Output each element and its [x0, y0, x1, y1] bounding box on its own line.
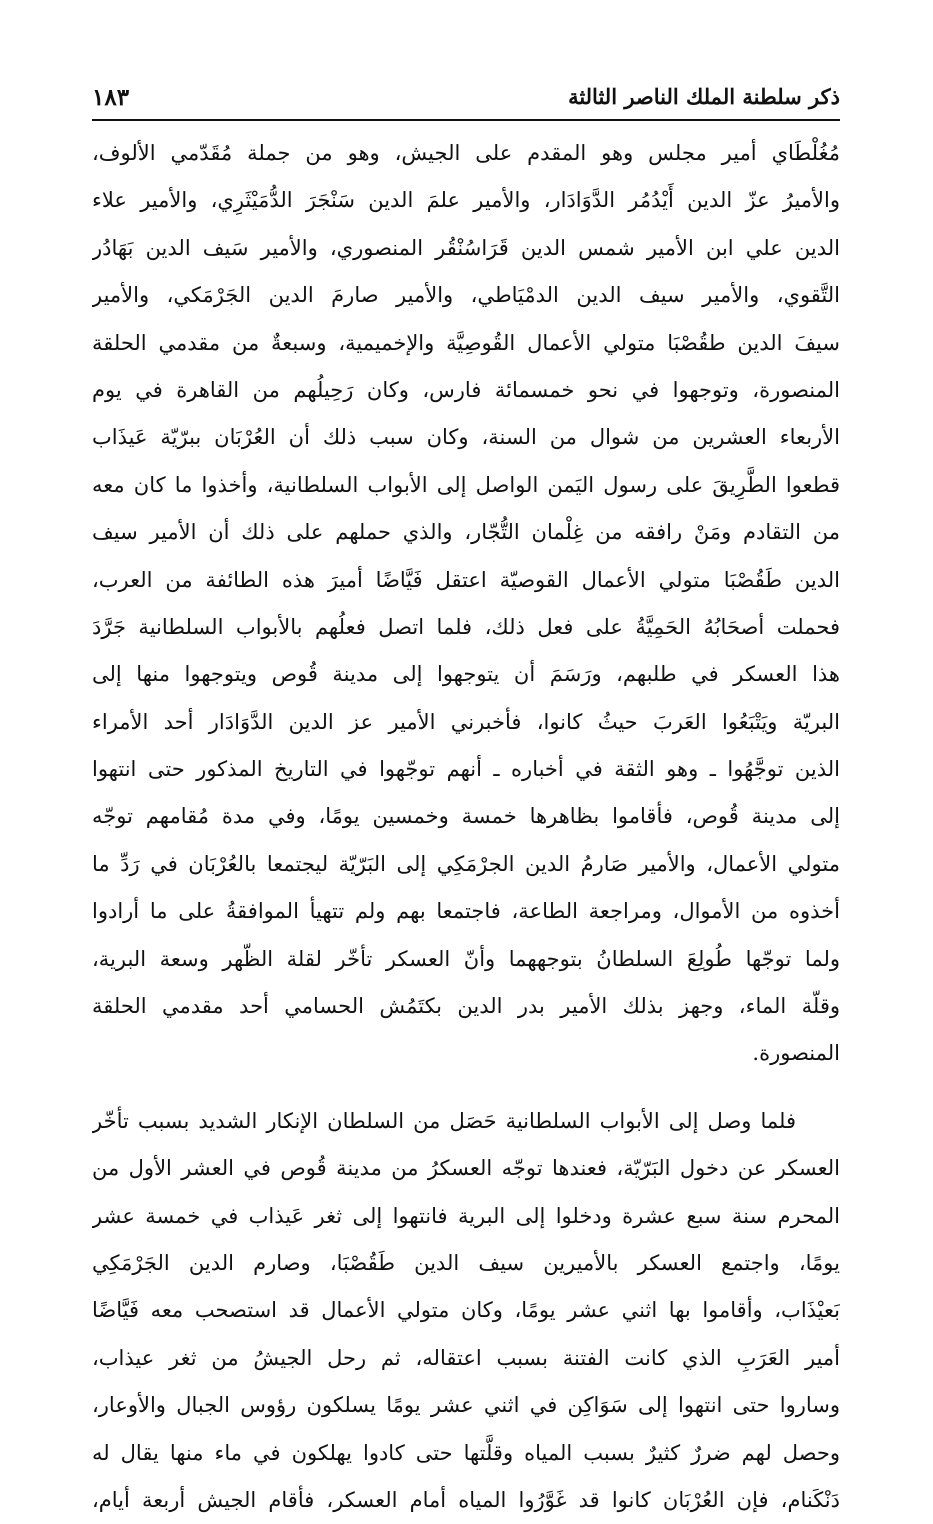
text-line: سيفَ الدين طقُصْبَا متولي الأعمال القُوصِيَّة والإخميمية، وسبعةٌ من مقدمي الحلقة	[92, 330, 840, 355]
header-rule	[92, 119, 840, 121]
text-line: أمير العَرَبِ الذي كانت الفتنة بسبب اعتقاله، ثم رحل الجيشُ من ثغر عيذاب،	[92, 1345, 840, 1370]
text-line: المنصورة.	[752, 1041, 840, 1066]
text-line: متولي الأعمال، والأمير صَارمُ الدين الجرْمَكِي إلى البَرّيّة ليجتمعا بالعُرْبَان في رَدِّ ما	[92, 851, 840, 876]
text-line: ولما توجّها طُولِعَ السلطانُ بتوجههما وأنّ العسكر تأخّر لقلة الظّهر وسعة البرية،	[92, 946, 840, 971]
text-line: المنصورة، وتوجهوا في نحو خمسمائة فارس، وكان رَحِيلُهم من القاهرة في يوم	[92, 377, 840, 402]
text-line: العسكر عن دخول البَرّيّة، فعندها توجّه العسكرُ من مدينة قُوص في العشر الأول من	[92, 1156, 840, 1181]
body-text	[92, 130, 840, 1524]
text-line: وقلّة الماء، وجهز بذلك الأمير بدر الدين بكتَمُش الحسامي أحد مقدمي الحلقة	[92, 994, 840, 1019]
text-line: الدين طَقُصْبَا متولي الأعمال القوصيّة اعتقل فَيَّاضًا أميرَ هذه الطائفة من العرب،	[92, 567, 840, 592]
text-line: هذا العسكر في طلبهم، ورَسَمَ أن يتوجهوا إلى مدينة قُوص ويتوجهوا منها إلى	[92, 662, 840, 687]
text-line: الدين علي ابن الأمير شمس الدين قَرَاسُنْقُر المنصوري، والأمير سَيف الدين بَهَادُر	[92, 235, 840, 260]
text-line: الأربعاء العشرين من شوال من السنة، وكان سبب ذلك أن العُرْبَان ببرّيّة عَيذَاب	[92, 425, 840, 450]
page-header	[92, 80, 840, 114]
text-line: المحرم سنة سبع عشرة ودخلوا إلى البرية فانتهوا إلى ثغر عَيذاب في خمسة عشر	[92, 1203, 840, 1228]
paragraph	[92, 1098, 840, 1524]
paragraph	[92, 130, 840, 1078]
text-line: أخذوه من الأموال، ومراجعة الطاعة، فاجتمعا بهم ولم تتهيأ الموافقةُ على ما أرادوا	[92, 899, 840, 924]
text-line: وساروا حتى انتهوا إلى سَوَاكِن في اثني عشر يومًا يسلكون رؤوس الجبال والأوعار،	[92, 1393, 840, 1418]
text-line: فحملت أصحَابُهُ الحَمِيَّةُ على فعل ذلك، فلما اتصل فعلُهم بالأبواب السلطانية جَرَّدَ	[92, 614, 840, 639]
text-line: إلى مدينة قُوص، فأقاموا بظاهرها خمسة وخمسين يومًا، وفي مدة مُقامهم توجّه	[92, 804, 840, 829]
text-line: بَعيْذَاب، وأقاموا بها اثني عشر يومًا، وكان متولي الأعمال قد استصحب معه فَيَّاضًا	[92, 1298, 840, 1323]
text-line: قطعوا الطَّرِيقَ على رسول اليَمن الواصل إلى الأبواب السلطانية، وأخذوا ما كان معه	[92, 472, 840, 497]
text-line: دَنْكَنام، فإن العُرْبَان كانوا قد غَوَّرُوا المياه أمام العسكر، فأقام الجيش أربعة أيام،	[92, 1487, 840, 1512]
text-line: البريّة ويَتْبَعُوا العَربَ حيثُ كانوا، فأخبرني الأمير عز الدين الدَّوَادَار أحد الأمراء	[92, 709, 840, 734]
text-line: وحصل لهم ضررٌ كثيرٌ بسبب المياه وقلَّتها حتى كادوا يهلكون في ماء منها يقال له	[92, 1440, 840, 1465]
paragraph-gap	[92, 1078, 840, 1098]
text-line: الذين توجَّهُوا ـ وهو الثقة في أخباره ـ أنهم توجّهوا في التاريخ المذكور حتى انتهوا	[92, 757, 840, 782]
text-line: من التقادم ومَنْ رافقه من غِلْمان التُّجّار، والذي حملهم على ذلك أن الأمير سيف	[92, 520, 840, 545]
page-number: ١٨٣	[92, 84, 130, 111]
text-line: التَّقوي، والأمير سيف الدين الدمْيَاطي، والأمير صارمَ الدين الجَرْمَكي، والأمير	[92, 283, 840, 308]
text-line: والأميرُ عزّ الدين أَيْدُمُر الدَّوَادَار، والأمير علمَ الدين سَنْجَرَ الدُّمَيْثَرِي، والأمير علاء	[92, 188, 840, 213]
text-line: يومًا، واجتمع العسكر بالأميرين سيف الدين طَقُصْبَا، وصارم الدين الجَرْمَكِي	[92, 1250, 840, 1275]
running-title: ذكر سلطنة الملك الناصر الثالثة	[568, 84, 840, 109]
text-line: فلما وصل إلى الأبواب السلطانية حَصَل من السلطان الإنكار الشديد بسبب تأخّر	[92, 1108, 796, 1133]
text-line: مُغُلْطَاي أمير مجلس وهو المقدم على الجيش، وهو من جملة مُقَدّمي الألوف،	[92, 141, 840, 165]
